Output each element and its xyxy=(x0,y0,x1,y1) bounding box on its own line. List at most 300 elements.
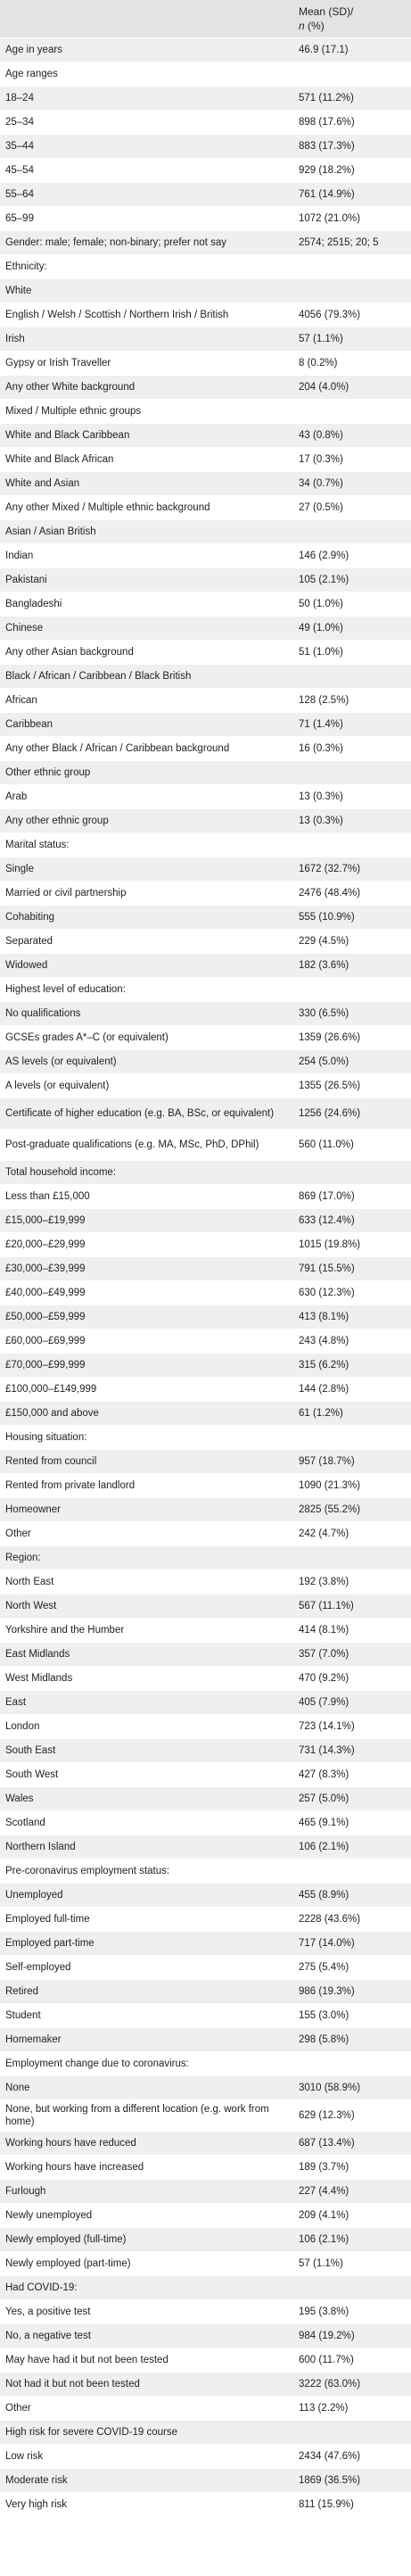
table-row xyxy=(0,713,411,737)
row-value xyxy=(295,279,411,303)
row-label: Moderate risk xyxy=(0,2469,295,2493)
row-label: London xyxy=(0,1715,295,1739)
table-row xyxy=(0,737,411,761)
table-row xyxy=(0,207,411,231)
row-label: Post-graduate qualifications (e.g. MA, MSc, PhD, DPhil) xyxy=(0,1130,295,1161)
row-label: Not had it but not been tested xyxy=(0,2373,295,2397)
row-value xyxy=(295,665,411,689)
row-label: High risk for severe COVID-19 course xyxy=(0,2421,295,2445)
row-value: 3010 (58.9%) xyxy=(295,2076,411,2100)
row-label: A levels (or equivalent) xyxy=(0,1074,295,1098)
row-label: Marital status: xyxy=(0,833,295,857)
row-value: 731 (14.3%) xyxy=(295,1739,411,1763)
table-row xyxy=(0,1811,411,1835)
row-label: Student xyxy=(0,2004,295,2028)
row-value xyxy=(295,400,411,424)
table-row xyxy=(0,785,411,809)
row-value: 3222 (63.0%) xyxy=(295,2373,411,2397)
row-label: Employment change due to coronavirus: xyxy=(0,2052,295,2076)
row-label: Working hours have reduced xyxy=(0,2132,295,2156)
table-row xyxy=(0,1835,411,1860)
row-value: 633 (12.4%) xyxy=(295,1209,411,1233)
row-value xyxy=(295,520,411,544)
row-value: 2476 (48.4%) xyxy=(295,882,411,906)
table-row xyxy=(0,568,411,592)
table-row xyxy=(0,1932,411,1956)
row-value: 791 (15.5%) xyxy=(295,1257,411,1281)
row-label: Arab xyxy=(0,785,295,809)
row-label: Total household income: xyxy=(0,1161,295,1185)
row-value: 46.9 (17.1) xyxy=(295,38,411,62)
row-label: South East xyxy=(0,1739,295,1763)
table-row xyxy=(0,665,411,689)
row-value: 105 (2.1%) xyxy=(295,568,411,592)
table-row xyxy=(0,1002,411,1026)
row-label: Yes, a positive test xyxy=(0,2300,295,2324)
table-row xyxy=(0,833,411,857)
table-row xyxy=(0,2300,411,2324)
table-row xyxy=(0,2100,411,2132)
table-row xyxy=(0,1570,411,1594)
row-value: 414 (8.1%) xyxy=(295,1619,411,1643)
row-value xyxy=(295,62,411,87)
table-row xyxy=(0,1402,411,1426)
row-value: 128 (2.5%) xyxy=(295,689,411,713)
row-label: Newly employed (full-time) xyxy=(0,2228,295,2252)
header-row xyxy=(0,0,411,38)
table-row xyxy=(0,159,411,183)
table-row xyxy=(0,1378,411,1402)
row-value: 106 (2.1%) xyxy=(295,1835,411,1860)
row-value xyxy=(295,1860,411,1884)
table-row xyxy=(0,1715,411,1739)
row-label: Certificate of higher education (e.g. BA, BSc, or equivalent) xyxy=(0,1098,295,1130)
row-value: 630 (12.3%) xyxy=(295,1281,411,1305)
table-row xyxy=(0,520,411,544)
table-row xyxy=(0,1956,411,1980)
row-value: 413 (8.1%) xyxy=(295,1305,411,1329)
row-label: Irish xyxy=(0,327,295,352)
table-row xyxy=(0,2004,411,2028)
table-row xyxy=(0,1450,411,1474)
table-header xyxy=(0,0,411,38)
table-row xyxy=(0,1281,411,1305)
row-value: 1256 (24.6%) xyxy=(295,1098,411,1130)
table-row xyxy=(0,1354,411,1378)
row-label: African xyxy=(0,689,295,713)
table-row xyxy=(0,424,411,448)
table-row xyxy=(0,231,411,255)
row-label: Pakistani xyxy=(0,568,295,592)
table-row xyxy=(0,544,411,568)
row-value: 192 (3.8%) xyxy=(295,1570,411,1594)
table-row xyxy=(0,2348,411,2373)
row-label: Other ethnic group xyxy=(0,761,295,785)
row-label: £70,000–£99,999 xyxy=(0,1354,295,1378)
table-row xyxy=(0,592,411,617)
row-value xyxy=(295,2052,411,2076)
row-value: 204 (4.0%) xyxy=(295,376,411,400)
row-label: Any other White background xyxy=(0,376,295,400)
row-label: Very high risk xyxy=(0,2493,295,2517)
row-label: Ethnicity: xyxy=(0,255,295,279)
row-value: 629 (12.3%) xyxy=(295,2100,411,2132)
table-row xyxy=(0,882,411,906)
row-value: 242 (4.7%) xyxy=(295,1522,411,1546)
row-label: Scotland xyxy=(0,1811,295,1835)
row-value: 144 (2.8%) xyxy=(295,1378,411,1402)
table-row xyxy=(0,1619,411,1643)
row-label: Married or civil partnership xyxy=(0,882,295,906)
row-label: Other xyxy=(0,2397,295,2421)
table-row xyxy=(0,2324,411,2348)
row-label: Caribbean xyxy=(0,713,295,737)
row-label: Age ranges xyxy=(0,62,295,87)
table-row xyxy=(0,1074,411,1098)
row-value: 71 (1.4%) xyxy=(295,713,411,737)
row-value: 4056 (79.3%) xyxy=(295,303,411,327)
row-label: East xyxy=(0,1691,295,1715)
row-label: 65–99 xyxy=(0,207,295,231)
row-label: Wales xyxy=(0,1787,295,1811)
table-row xyxy=(0,2156,411,2180)
table-row xyxy=(0,38,411,62)
row-label: Pre-coronavirus employment status: xyxy=(0,1860,295,1884)
table-row xyxy=(0,2373,411,2397)
header-value-column xyxy=(295,0,411,38)
row-label: Low risk xyxy=(0,2445,295,2469)
table-row xyxy=(0,1474,411,1498)
row-value: 898 (17.6%) xyxy=(295,111,411,135)
table-row xyxy=(0,2397,411,2421)
row-value: 470 (9.2%) xyxy=(295,1667,411,1691)
header-n: n xyxy=(299,20,305,32)
row-label: Chinese xyxy=(0,617,295,641)
row-value: 427 (8.3%) xyxy=(295,1763,411,1787)
table-row xyxy=(0,954,411,978)
row-value: 1090 (21.3%) xyxy=(295,1474,411,1498)
row-label: 35–44 xyxy=(0,135,295,159)
row-label: Rented from private landlord xyxy=(0,1474,295,1498)
table-row xyxy=(0,689,411,713)
row-label: Self-employed xyxy=(0,1956,295,1980)
row-value: 723 (14.1%) xyxy=(295,1715,411,1739)
row-value: 254 (5.0%) xyxy=(295,1050,411,1074)
row-value: 687 (13.4%) xyxy=(295,2132,411,2156)
row-label: Other xyxy=(0,1522,295,1546)
row-value: 229 (4.5%) xyxy=(295,930,411,954)
row-label: Employed part-time xyxy=(0,1932,295,1956)
row-value: 929 (18.2%) xyxy=(295,159,411,183)
row-label: Homeowner xyxy=(0,1498,295,1522)
table-row xyxy=(0,327,411,352)
table-row xyxy=(0,1594,411,1619)
row-value: 986 (19.3%) xyxy=(295,1980,411,2004)
row-value: 189 (3.7%) xyxy=(295,2156,411,2180)
table-row xyxy=(0,1305,411,1329)
row-value: 330 (6.5%) xyxy=(295,1002,411,1026)
table-row xyxy=(0,472,411,496)
row-value: 869 (17.0%) xyxy=(295,1185,411,1209)
row-value: 315 (6.2%) xyxy=(295,1354,411,1378)
row-label: Indian xyxy=(0,544,295,568)
row-label: GCSEs grades A*–C (or equivalent) xyxy=(0,1026,295,1050)
row-label: 25–34 xyxy=(0,111,295,135)
table-row xyxy=(0,448,411,472)
row-value: 560 (11.0%) xyxy=(295,1130,411,1161)
table-row xyxy=(0,1522,411,1546)
row-label: Gender: male; female; non-binary; prefer not say xyxy=(0,231,295,255)
row-label: Single xyxy=(0,857,295,882)
row-value xyxy=(295,255,411,279)
row-value: 2574; 2515; 20; 5 xyxy=(295,231,411,255)
row-value: 465 (9.1%) xyxy=(295,1811,411,1835)
row-label: North East xyxy=(0,1570,295,1594)
table-row xyxy=(0,1908,411,1932)
row-value: 298 (5.8%) xyxy=(295,2028,411,2052)
table-row xyxy=(0,1691,411,1715)
row-value xyxy=(295,2421,411,2445)
row-value: 811 (15.9%) xyxy=(295,2493,411,2517)
table-row xyxy=(0,376,411,400)
row-label: Furlough xyxy=(0,2180,295,2204)
row-value: 455 (8.9%) xyxy=(295,1884,411,1908)
table-row xyxy=(0,1667,411,1691)
header-percent: (%) xyxy=(304,20,325,32)
row-value: 57 (1.1%) xyxy=(295,327,411,352)
table-row xyxy=(0,1329,411,1354)
row-value: 16 (0.3%) xyxy=(295,737,411,761)
row-value: 257 (5.0%) xyxy=(295,1787,411,1811)
row-value: 57 (1.1%) xyxy=(295,2252,411,2276)
table-row xyxy=(0,87,411,111)
row-label: Widowed xyxy=(0,954,295,978)
row-value: 1355 (26.5%) xyxy=(295,1074,411,1098)
row-label: £20,000–£29,999 xyxy=(0,1233,295,1257)
table-row xyxy=(0,1884,411,1908)
table-row xyxy=(0,1498,411,1522)
table-row xyxy=(0,2132,411,2156)
table-row xyxy=(0,906,411,930)
table-row xyxy=(0,255,411,279)
row-value: 761 (14.9%) xyxy=(295,183,411,207)
table-row xyxy=(0,2276,411,2300)
header-mean-sd: Mean (SD)/ xyxy=(299,5,354,18)
row-label: Any other ethnic group xyxy=(0,809,295,833)
row-label: South West xyxy=(0,1763,295,1787)
row-value: 883 (17.3%) xyxy=(295,135,411,159)
row-label: Unemployed xyxy=(0,1884,295,1908)
row-value: 2825 (55.2%) xyxy=(295,1498,411,1522)
row-value: 1869 (36.5%) xyxy=(295,2469,411,2493)
row-label: None, but working from a different location (e.g. work from home) xyxy=(0,2100,295,2132)
row-value: 61 (1.2%) xyxy=(295,1402,411,1426)
table-row xyxy=(0,1787,411,1811)
row-label: West Midlands xyxy=(0,1667,295,1691)
row-label: £100,000–£149,999 xyxy=(0,1378,295,1402)
row-label: East Midlands xyxy=(0,1643,295,1667)
table-row xyxy=(0,1763,411,1787)
table-row xyxy=(0,2469,411,2493)
table-row xyxy=(0,279,411,303)
table-row xyxy=(0,2028,411,2052)
row-label: Any other Mixed / Multiple ethnic background xyxy=(0,496,295,520)
row-value xyxy=(295,1161,411,1185)
table-row xyxy=(0,1026,411,1050)
table-row xyxy=(0,1980,411,2004)
row-label: Region: xyxy=(0,1546,295,1570)
table-row xyxy=(0,352,411,376)
row-label: Northern Island xyxy=(0,1835,295,1860)
row-label: Employed full-time xyxy=(0,1908,295,1932)
table-row xyxy=(0,1185,411,1209)
row-label: Newly unemployed xyxy=(0,2204,295,2228)
row-value: 49 (1.0%) xyxy=(295,617,411,641)
row-label: Retired xyxy=(0,1980,295,2004)
row-label: Working hours have increased xyxy=(0,2156,295,2180)
table-row xyxy=(0,1161,411,1185)
row-label: Had COVID-19: xyxy=(0,2276,295,2300)
row-label: White and Black African xyxy=(0,448,295,472)
row-value xyxy=(295,1546,411,1570)
row-label: Age in years xyxy=(0,38,295,62)
row-value: 227 (4.4%) xyxy=(295,2180,411,2204)
row-label: None xyxy=(0,2076,295,2100)
table-row xyxy=(0,2445,411,2469)
table-body xyxy=(0,38,411,2517)
row-label: White and Asian xyxy=(0,472,295,496)
row-label: Housing situation: xyxy=(0,1426,295,1450)
row-value: 957 (18.7%) xyxy=(295,1450,411,1474)
row-value xyxy=(295,2276,411,2300)
table-row xyxy=(0,2421,411,2445)
row-label: Yorkshire and the Humber xyxy=(0,1619,295,1643)
row-value xyxy=(295,978,411,1002)
table-row xyxy=(0,2052,411,2076)
row-value: 13 (0.3%) xyxy=(295,785,411,809)
table-row xyxy=(0,400,411,424)
row-label: No qualifications xyxy=(0,1002,295,1026)
table-row xyxy=(0,111,411,135)
row-label: 55–64 xyxy=(0,183,295,207)
row-value xyxy=(295,1426,411,1450)
row-label: Highest level of education: xyxy=(0,978,295,1002)
table-row xyxy=(0,617,411,641)
table-row xyxy=(0,978,411,1002)
row-value: 275 (5.4%) xyxy=(295,1956,411,1980)
row-value: 600 (11.7%) xyxy=(295,2348,411,2373)
table-row xyxy=(0,496,411,520)
table-row xyxy=(0,761,411,785)
row-label: Black / African / Caribbean / Black British xyxy=(0,665,295,689)
table-row xyxy=(0,1130,411,1161)
table-row xyxy=(0,1050,411,1074)
row-value: 113 (2.2%) xyxy=(295,2397,411,2421)
row-value: 984 (19.2%) xyxy=(295,2324,411,2348)
row-value: 1359 (26.6%) xyxy=(295,1026,411,1050)
row-label: Asian / Asian British xyxy=(0,520,295,544)
row-label: Any other Asian background xyxy=(0,641,295,665)
row-value: 555 (10.9%) xyxy=(295,906,411,930)
table-row xyxy=(0,303,411,327)
row-value: 43 (0.8%) xyxy=(295,424,411,448)
table-row xyxy=(0,1426,411,1450)
row-value: 1015 (19.8%) xyxy=(295,1233,411,1257)
row-value: 571 (11.2%) xyxy=(295,87,411,111)
row-label: 18–24 xyxy=(0,87,295,111)
table-row xyxy=(0,641,411,665)
table-row xyxy=(0,857,411,882)
row-value: 405 (7.9%) xyxy=(295,1691,411,1715)
row-value: 1672 (32.7%) xyxy=(295,857,411,882)
table-row xyxy=(0,1739,411,1763)
row-label: £30,000–£39,999 xyxy=(0,1257,295,1281)
row-value: 243 (4.8%) xyxy=(295,1329,411,1354)
table-row xyxy=(0,1098,411,1130)
row-value: 209 (4.1%) xyxy=(295,2204,411,2228)
row-label: AS levels (or equivalent) xyxy=(0,1050,295,1074)
table-row xyxy=(0,1546,411,1570)
table-row xyxy=(0,1233,411,1257)
row-label: Homemaker xyxy=(0,2028,295,2052)
table-row xyxy=(0,809,411,833)
row-value: 17 (0.3%) xyxy=(295,448,411,472)
row-value xyxy=(295,833,411,857)
row-label: Gypsy or Irish Traveller xyxy=(0,352,295,376)
header-label-column xyxy=(0,0,295,38)
row-label: Cohabiting xyxy=(0,906,295,930)
table-row xyxy=(0,2204,411,2228)
row-label: Mixed / Multiple ethnic groups xyxy=(0,400,295,424)
row-label: £60,000–£69,999 xyxy=(0,1329,295,1354)
table-row xyxy=(0,183,411,207)
table-row xyxy=(0,2493,411,2517)
table-row xyxy=(0,2252,411,2276)
row-label: Bangladeshi xyxy=(0,592,295,617)
row-value xyxy=(295,761,411,785)
row-label: Any other Black / African / Caribbean background xyxy=(0,737,295,761)
row-label: May have had it but not been tested xyxy=(0,2348,295,2373)
table-row xyxy=(0,1257,411,1281)
row-value: 182 (3.6%) xyxy=(295,954,411,978)
row-label: English / Welsh / Scottish / Northern Irish / British xyxy=(0,303,295,327)
row-label: Newly employed (part-time) xyxy=(0,2252,295,2276)
row-value: 357 (7.0%) xyxy=(295,1643,411,1667)
table-row xyxy=(0,62,411,87)
row-value: 155 (3.0%) xyxy=(295,2004,411,2028)
row-value: 717 (14.0%) xyxy=(295,1932,411,1956)
table-row xyxy=(0,135,411,159)
row-label: Less than £15,000 xyxy=(0,1185,295,1209)
row-value: 13 (0.3%) xyxy=(295,809,411,833)
row-value: 51 (1.0%) xyxy=(295,641,411,665)
row-label: £150,000 and above xyxy=(0,1402,295,1426)
row-value: 146 (2.9%) xyxy=(295,544,411,568)
table-row xyxy=(0,1209,411,1233)
row-value: 195 (3.8%) xyxy=(295,2300,411,2324)
row-label: Rented from council xyxy=(0,1450,295,1474)
row-value: 2434 (47.6%) xyxy=(295,2445,411,2469)
table-row xyxy=(0,930,411,954)
row-label: White and Black Caribbean xyxy=(0,424,295,448)
row-value: 27 (0.5%) xyxy=(295,496,411,520)
row-label: £40,000–£49,999 xyxy=(0,1281,295,1305)
row-label: 45–54 xyxy=(0,159,295,183)
table-row xyxy=(0,2076,411,2100)
table-row xyxy=(0,2180,411,2204)
row-value: 8 (0.2%) xyxy=(295,352,411,376)
row-value: 34 (0.7%) xyxy=(295,472,411,496)
